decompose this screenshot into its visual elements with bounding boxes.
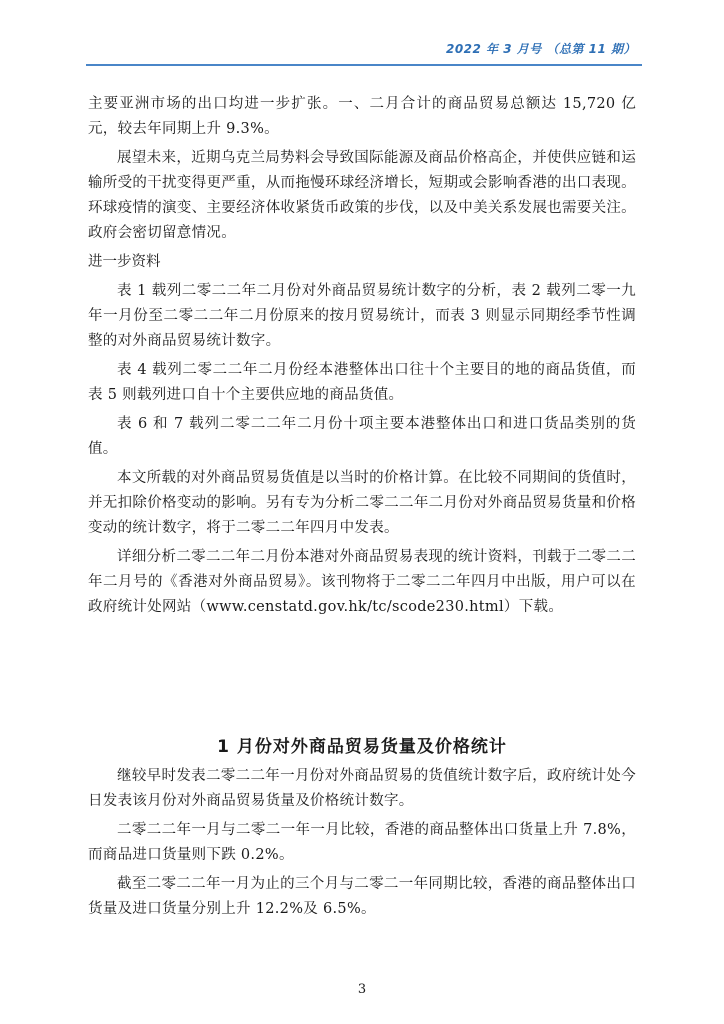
paragraph-tables-6-7: 表 6 和 7 载列二零二二年二月份十项主要本港整体出口和进口货品类别的货值。 (88, 416, 636, 457)
paragraph-trade-total: 主要亚洲市场的出口均进一步扩张。一、二月合计的商品贸易总额达 15,720 亿元，较去年同期上升 9.3%。 (88, 96, 636, 137)
section-title-volume-price: 1 月份对外商品贸易货量及价格统计 (217, 737, 507, 757)
paragraph-outlook: 展望未来，近期乌克兰局势料会导致国际能源及商品价格高企，并使供应链和运输所受的干扰变得更严重，从而拖慢环球经济增长，短期或会影响香港的出口表现。环球疫情的演变、主要经济体收紧货币政策的步伐，以及中美关系发展也需要关注。政府会密切留意情况。 (88, 150, 636, 241)
paragraph-tables-1-3: 表 1 载列二零二二年二月份对外商品贸易统计数字的分析，表 2 载列二零一九年一月份至二零二二年二月份原来的按月贸易统计，而表 3 则显示同期经季节性调整的对外商品贸易统计数字。 (88, 283, 636, 349)
main-text-block (88, 92, 636, 624)
paragraph-volume-jan: 二零二二年一月与二零二一年一月比较，香港的商品整体出口货量上升 7.8%，而商品进口货量则下跌 0.2%。 (88, 822, 636, 863)
paragraph-tables-4-5: 表 4 载列二零二二年二月份经本港整体出口往十个主要目的地的商品货值，而表 5 则载列进口自十个主要供应地的商品货值。 (88, 362, 636, 403)
issue-header: 2022 年 3 月号 （总第 11 期） (445, 42, 636, 56)
paragraph-volume-three-months: 截至二零二二年一月为止的三个月与二零二一年同期比较，香港的商品整体出口货量及进口货量分别上升 12.2%及 6.5%。 (88, 876, 636, 917)
paragraph-publication: 详细分析二零二二年二月份本港对外商品贸易表现的统计资料，刊载于二零二二年二月号的《香港对外商品贸易》。该刊物将于二零二二年四月中出版，用户可以在政府统计处网站（www.censtatd.gov.hk/tc/scode230.html）下载。 (88, 549, 636, 615)
paragraph-volume-release: 继较早时发表二零二二年一月份对外商品贸易的货值统计数字后，政府统计处今日发表该月份对外商品贸易货量及价格统计数字。 (88, 768, 636, 809)
page-number: 3 (357, 982, 367, 997)
section-label-further-info: 进一步资料 (88, 254, 161, 270)
paragraph-price-basis: 本文所载的对外商品贸易货值是以当时的价格计算。在比较不同期间的货值时，并无扣除价格变动的影响。另有专为分析二零二二年二月份对外商品贸易货量和价格变动的统计数字，将于二零二二年四月中发表。 (88, 470, 636, 536)
section2-text-block (88, 764, 636, 926)
header-divider (86, 64, 642, 66)
